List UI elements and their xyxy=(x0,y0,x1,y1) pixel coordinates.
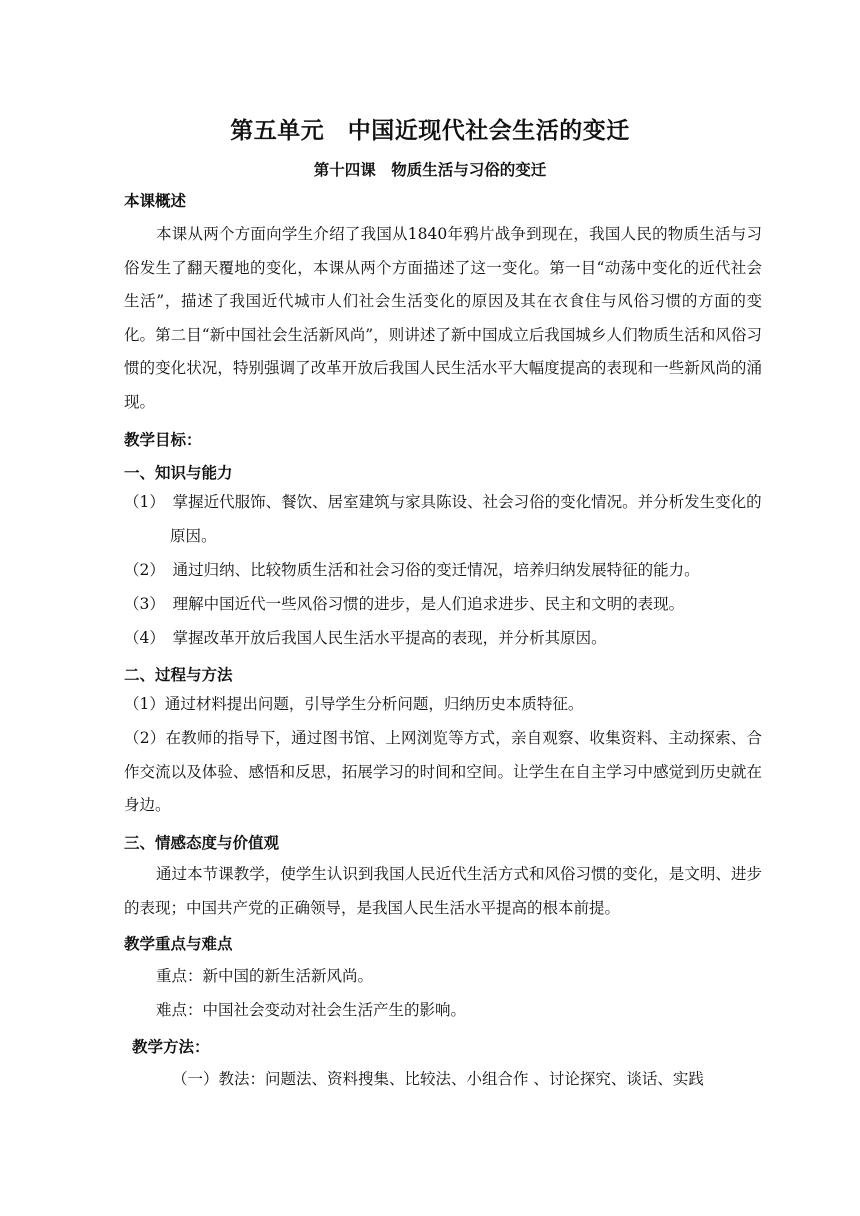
lesson-title: 第十四课 物质生活与习俗的变迁 xyxy=(313,161,547,179)
process-item: （1）通过材料提出问题，引导学生分析问题，归纳历史本质特征。 xyxy=(124,695,584,713)
knowledge-item: （1） 掌握近代服饰、餐饮、居室建筑与家具陈设、社会习俗的变化情况。并分析发生变化的原因。 xyxy=(124,493,762,545)
emotion-heading: 三、情感态度与价值观 xyxy=(124,834,280,852)
knowledge-item: （4） 掌握改革开放后我国人民生活水平提高的表现，并分析其原因。 xyxy=(124,629,607,647)
methods-heading: 教学方法： xyxy=(132,1038,210,1056)
process-item: （2）在教师的指导下，通过图书馆、上网浏览等方式，亲自观察、收集资料、主动探索、合作交流以及体验、感悟和反思，拓展学习的时间和空间。让学生在自主学习中感觉到历史就在身边。 xyxy=(124,729,762,814)
overview-heading: 本课概述 xyxy=(124,192,187,210)
key-points-heading: 教学重点与难点 xyxy=(124,935,233,953)
key-point-focus: 重点：新中国的新生活新风尚。 xyxy=(156,967,374,985)
key-point-difficulty: 难点：中国社会变动对社会生活产生的影响。 xyxy=(156,1001,467,1019)
methods-teaching: （一）教法：问题法、资料搜集、比较法、小组合作 、讨论探究、谈话、实践 xyxy=(172,1070,704,1088)
goals-heading: 教学目标： xyxy=(124,431,202,449)
process-heading: 二、过程与方法 xyxy=(124,666,233,684)
knowledge-item: （3） 理解中国近代一些风俗习惯的进步，是人们追求进步、民主和文明的表现。 xyxy=(124,595,685,613)
emotion-paragraph: 通过本节课教学，使学生认识到我国人民近代生活方式和风俗习惯的变化，是文明、进步的表现；中国共产党的正确领导，是我国人民生活水平提高的根本前提。 xyxy=(124,865,762,917)
knowledge-heading: 一、知识与能力 xyxy=(124,464,233,482)
unit-title: 第五单元 中国近现代社会生活的变迁 xyxy=(230,118,630,144)
overview-paragraph: 本课从两个方面向学生介绍了我国从1840年鸦片战争到现在，我国人民的物质生活与习俗发生了翻天覆地的变化，本课从两个方面描述了这一变化。第一目“动荡中变化的近代社会生活”，描述了我国近代城市人们社会生活变化的原因及其在衣食住与风俗习惯的方面的变化。第二目“新中国社会生活新风尚”，则讲述了新中国成立后我国城乡人们物质生活和风俗习惯的变化状况，特别强调了改革开放后我国人民生活水平大幅度提高的表现和一些新风尚的涌现。 xyxy=(124,225,762,411)
knowledge-item: （2） 通过归纳、比较物质生活和社会习俗的变迁情况，培养归纳发展特征的能力。 xyxy=(124,561,700,579)
